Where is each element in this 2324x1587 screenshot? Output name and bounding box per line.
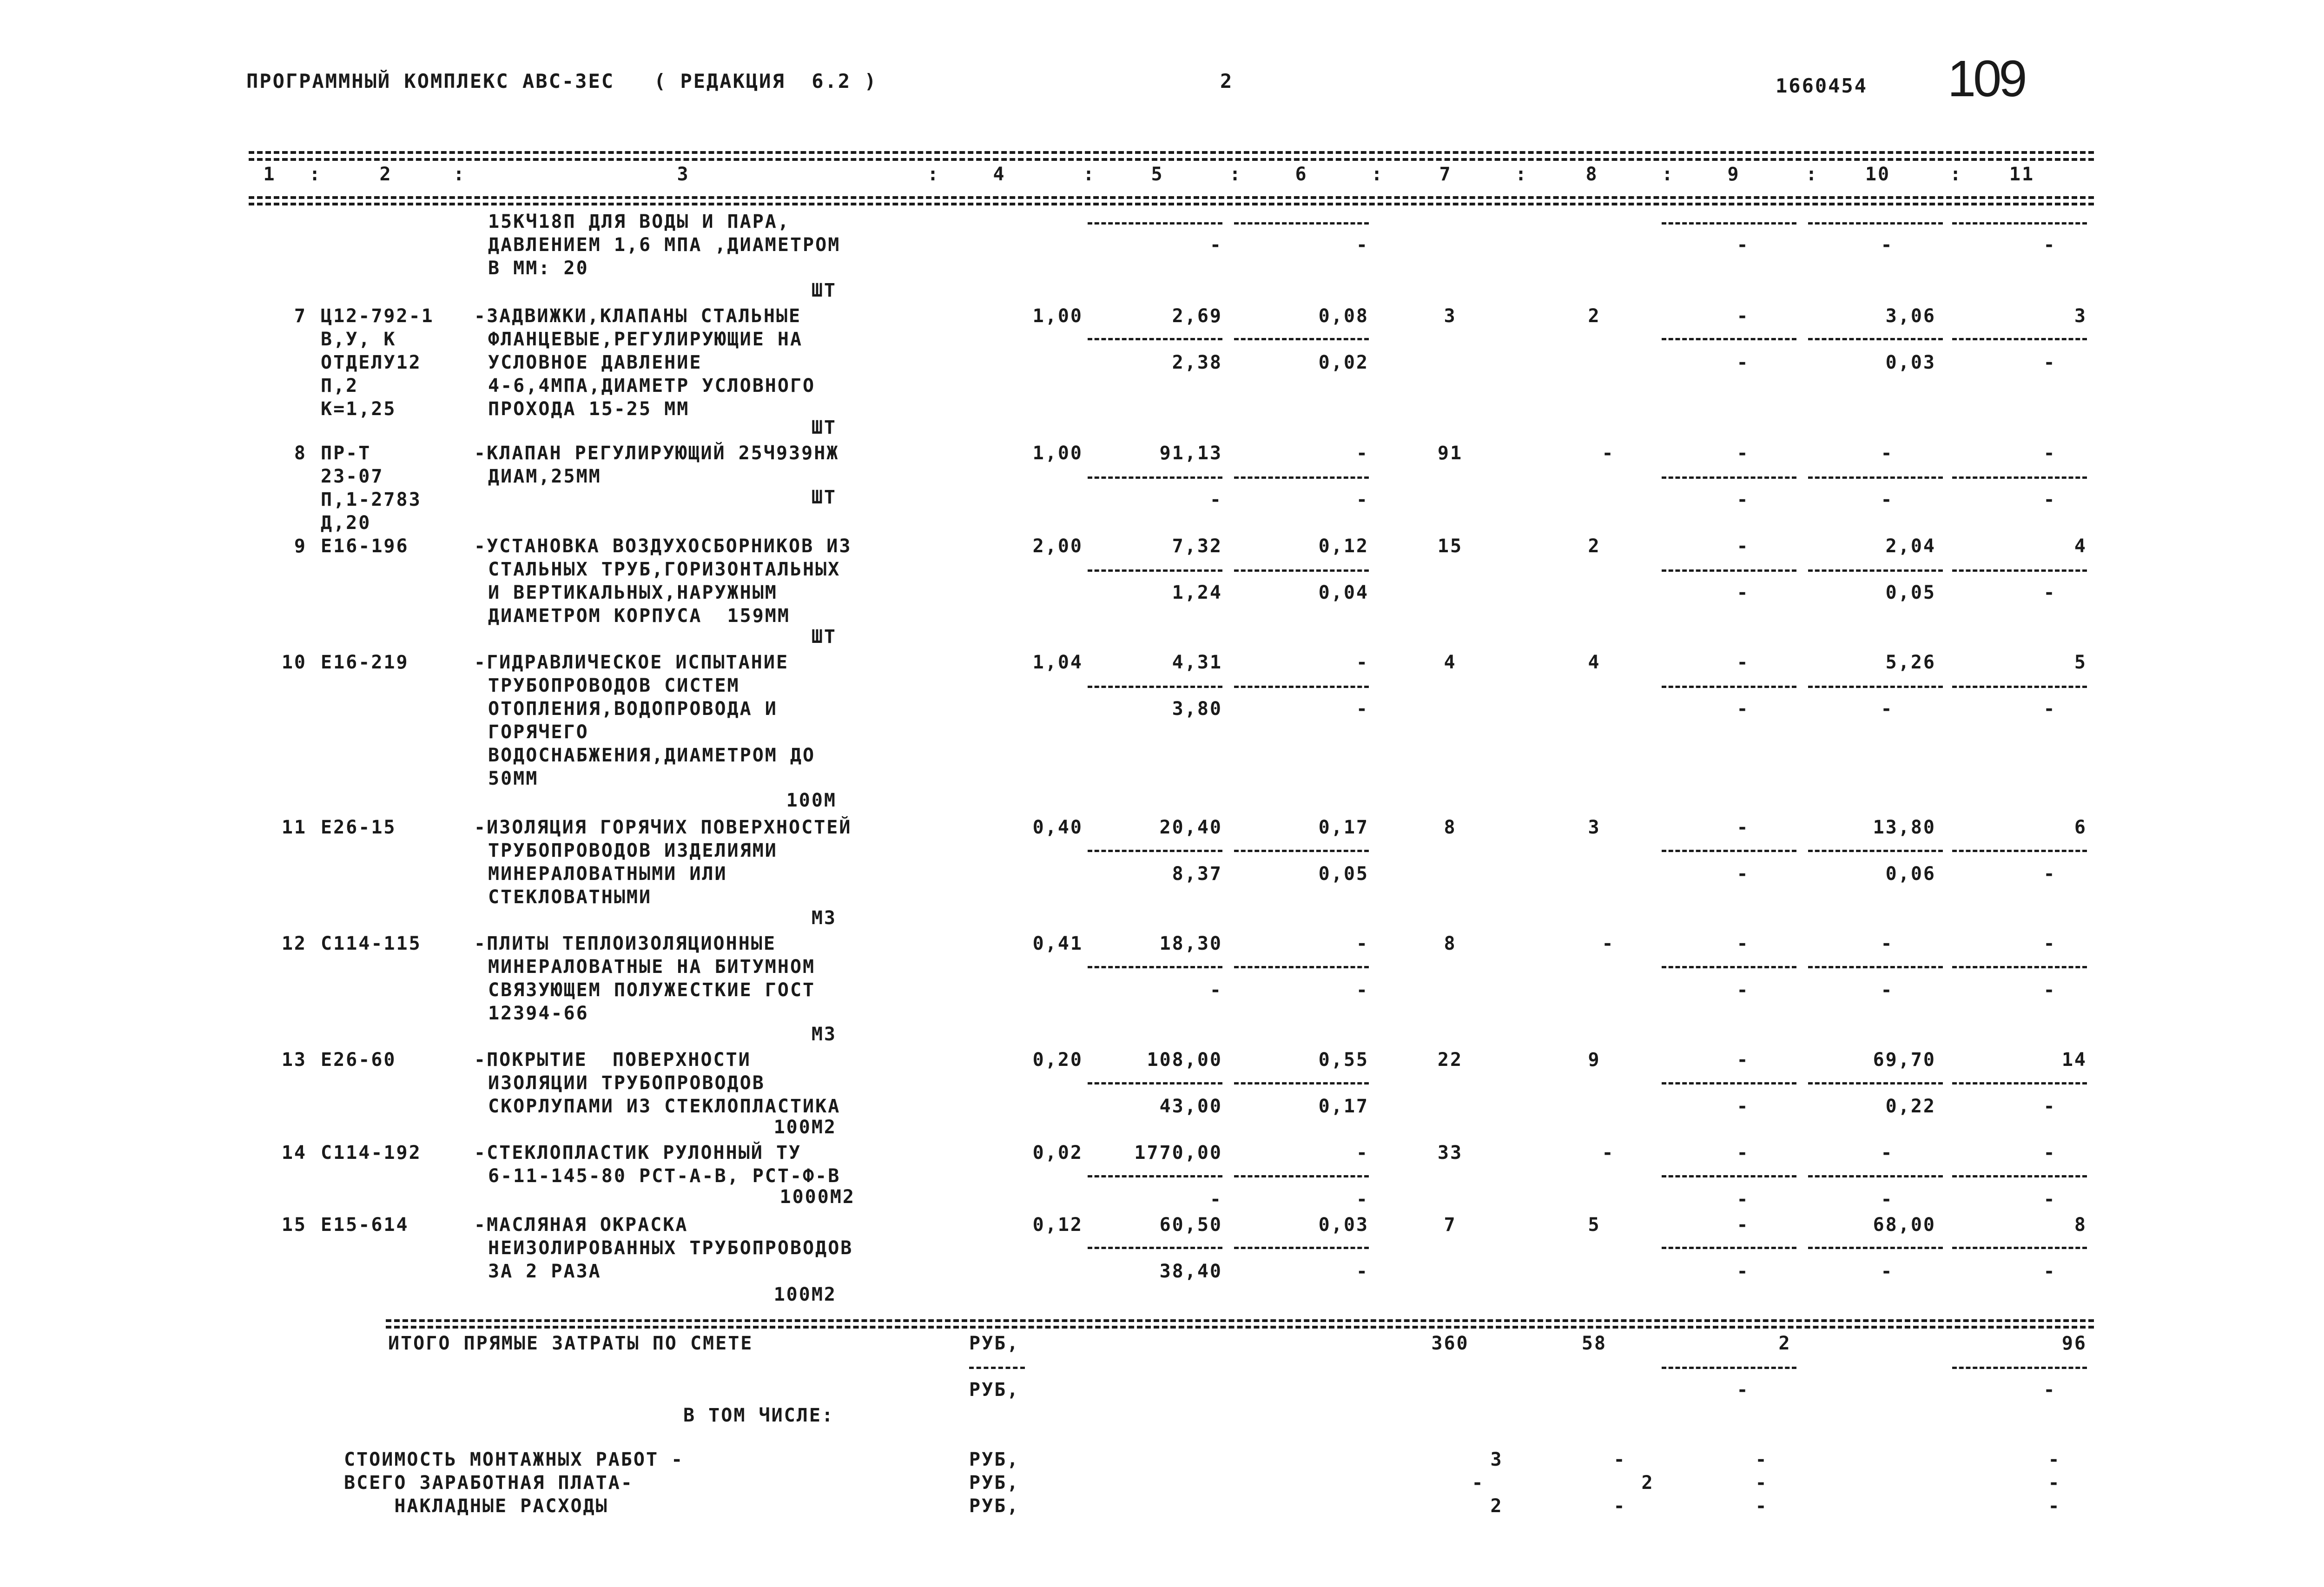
cell-c9b: -: [1736, 1096, 1750, 1117]
totals-rule: [386, 1319, 2094, 1322]
row-unit: М3: [811, 907, 837, 929]
cell-c9: -: [1736, 817, 1750, 838]
row-description: ТРУБОПРОВОДОВ СИСТЕМ: [488, 675, 740, 696]
cell-c11: 8: [2074, 1214, 2087, 1236]
row-description: -СТЕКЛОПЛАСТИК РУЛОННЫЙ ТУ: [474, 1142, 802, 1164]
cell-c5: 20,40: [1159, 817, 1222, 838]
cell-c9b: -: [1736, 698, 1750, 720]
page-number: 2: [1220, 70, 1234, 93]
cell-qty: 0,40: [1032, 817, 1083, 838]
totals-currency: РУБ,: [969, 1379, 1020, 1401]
cell-c6b: -: [1356, 1189, 1369, 1210]
document-code: 1660454: [1776, 74, 1868, 97]
cell-c9: -: [1736, 1142, 1750, 1164]
row-unit: ШТ: [811, 487, 837, 508]
row-number: 7: [294, 305, 307, 327]
cell-c11b: -: [2043, 489, 2056, 510]
cell-c10b: 0,06: [1885, 863, 1936, 885]
row-description: -ИЗОЛЯЦИЯ ГОРЯЧИХ ПОВЕРХНОСТЕЙ: [474, 817, 852, 838]
row-description: -ПЛИТЫ ТЕПЛОИЗОЛЯЦИОННЫЕ: [474, 933, 776, 954]
row-number: 10: [281, 652, 307, 673]
row-unit: ШТ: [811, 626, 837, 648]
cell-c6b: -: [1356, 698, 1369, 720]
totals-item-c7: -: [1472, 1472, 1485, 1494]
cell-c7: 33: [1437, 1142, 1463, 1164]
totals-item-label: СТОИМОСТЬ МОНТАЖНЫХ РАБОТ -: [344, 1449, 684, 1470]
column-number: 5: [1151, 164, 1164, 185]
cell-c10b: -: [1881, 1261, 1894, 1282]
cell-c9b: -: [1736, 979, 1750, 1001]
totals-item-label: ВСЕГО ЗАРАБОТНАЯ ПЛАТА-: [344, 1472, 634, 1494]
row-description: ЗА 2 РАЗА: [488, 1261, 601, 1282]
totals-item-c8: -: [1613, 1449, 1626, 1470]
cell-c6: -: [1356, 933, 1369, 954]
row-code: В,У, К: [321, 329, 396, 350]
totals-item-c11: -: [2048, 1472, 2061, 1494]
row-description: МИНЕРАЛОВАТНЫЕ НА БИТУМНОМ: [488, 956, 816, 978]
cell-c11: 5: [2074, 652, 2087, 673]
totals-item-c11: -: [2048, 1449, 2061, 1470]
cell-c5b: 8,37: [1172, 863, 1222, 885]
cell-c5b: -: [1209, 979, 1222, 1001]
totals-item-c9: -: [1755, 1472, 1768, 1494]
row-unit: ШТ: [811, 280, 837, 301]
cell-c5: 18,30: [1159, 933, 1222, 954]
cell-qty: 2,00: [1032, 536, 1083, 557]
header-rule-bottom: [249, 196, 2094, 199]
row-description: ВОДОСНАБЖЕНИЯ,ДИАМЕТРОМ ДО: [488, 745, 816, 766]
cell-c5b: 3,80: [1172, 698, 1222, 720]
row-unit: М3: [811, 1024, 837, 1045]
row-description: -КЛАПАН РЕГУЛИРУЮЩИЙ 25Ч939НЖ: [474, 443, 839, 464]
row-description: СТЕКЛОВАТНЫМИ: [488, 886, 652, 908]
row-description: 6-11-145-80 РСТ-А-В, РСТ-Ф-В: [488, 1165, 841, 1187]
handwritten-page-number: 109: [1948, 50, 2025, 107]
row-number: 14: [281, 1142, 307, 1164]
row-description: УСЛОВНОЕ ДАВЛЕНИЕ: [488, 352, 702, 373]
cell-c5b: -: [1209, 489, 1222, 510]
cell-c9b: -: [1736, 1261, 1750, 1282]
row-description: -ПОКРЫТИЕ ПОВЕРХНОСТИ: [474, 1049, 751, 1071]
cell-c8: 2: [1588, 536, 1601, 557]
row-description: И ВЕРТИКАЛЬНЫХ,НАРУЖНЫМ: [488, 582, 778, 603]
cell-c6b: -: [1356, 489, 1369, 510]
cell-c9b: -: [1736, 234, 1750, 256]
cell-c10: 3,06: [1885, 305, 1936, 327]
cell-c7: 8: [1444, 933, 1457, 954]
cell-c7: 91: [1437, 443, 1463, 464]
row-description: ОТОПЛЕНИЯ,ВОДОПРОВОДА И: [488, 698, 778, 720]
column-number: 7: [1439, 164, 1452, 185]
row-code: Е15-614: [321, 1214, 409, 1236]
cell-c9: -: [1736, 305, 1750, 327]
cell-c5b: 38,40: [1159, 1261, 1222, 1282]
row-number: 12: [281, 933, 307, 954]
cell-c9: -: [1736, 443, 1750, 464]
row-description: ИЗОЛЯЦИИ ТРУБОПРОВОДОВ: [488, 1072, 765, 1094]
cell-c8: 9: [1588, 1049, 1601, 1071]
cell-c11: 6: [2074, 817, 2087, 838]
row-number: 11: [281, 817, 307, 838]
cell-c11b: -: [2043, 1096, 2056, 1117]
cell-c10: -: [1881, 443, 1894, 464]
header-rule-bottom-2: [249, 203, 2094, 205]
cell-c5: 60,50: [1159, 1214, 1222, 1236]
row-description: ДИАМ,25ММ: [488, 466, 601, 487]
cell-qty: 0,20: [1032, 1049, 1083, 1071]
cell-c10b: 0,22: [1885, 1096, 1936, 1117]
cell-c8: -: [1602, 1142, 1615, 1164]
row-code: С114-192: [321, 1142, 422, 1164]
totals-c9b: -: [1736, 1379, 1750, 1401]
cell-c8: -: [1602, 443, 1615, 464]
row-code: Е16-196: [321, 536, 409, 557]
row-unit: 100М: [786, 790, 837, 811]
row-code: П,2: [321, 375, 359, 397]
cell-qty: 0,12: [1032, 1214, 1083, 1236]
row-unit: 100М2: [773, 1284, 837, 1305]
cell-c9b: -: [1736, 489, 1750, 510]
row-description: ФЛАНЦЕВЫЕ,РЕГУЛИРУЮЩИЕ НА: [488, 329, 803, 350]
cell-c6b: -: [1356, 234, 1369, 256]
cell-c5b: 1,24: [1172, 582, 1222, 603]
totals-item-c11: -: [2048, 1495, 2061, 1517]
row-code: Е26-15: [321, 817, 396, 838]
cell-c10: 5,26: [1885, 652, 1936, 673]
cell-c9b: -: [1736, 1189, 1750, 1210]
column-number: 6: [1295, 164, 1308, 185]
cell-c11: -: [2043, 933, 2056, 954]
totals-c7: 360: [1431, 1333, 1469, 1354]
totals-item-c7: 2: [1490, 1495, 1503, 1517]
cell-qty: 1,00: [1032, 305, 1083, 327]
cell-c5b: -: [1209, 1189, 1222, 1210]
cell-c11b: -: [2043, 352, 2056, 373]
row-code: ОТДЕЛУ12: [321, 352, 422, 373]
cell-c11b: -: [2043, 582, 2056, 603]
row-description: ГОРЯЧЕГО: [488, 721, 589, 743]
cell-c11b: -: [2043, 234, 2056, 256]
cell-c7: 8: [1444, 817, 1457, 838]
totals-item-currency: РУБ,: [969, 1449, 1020, 1470]
column-number: 3: [677, 164, 690, 185]
cell-c6b: 0,02: [1318, 352, 1369, 373]
cell-c10b: 0,03: [1885, 352, 1936, 373]
column-number: 9: [1727, 164, 1740, 185]
row-code: С114-115: [321, 933, 422, 954]
cell-qty: 0,02: [1032, 1142, 1083, 1164]
column-number: 2: [379, 164, 392, 185]
cell-c6b: -: [1356, 979, 1369, 1001]
row-number: 13: [281, 1049, 307, 1071]
cell-c10b: -: [1881, 489, 1894, 510]
cell-c8: 2: [1588, 305, 1601, 327]
row-unit: 1000М2: [779, 1186, 855, 1208]
cell-c10: 69,70: [1873, 1049, 1936, 1071]
totals-item-c9: -: [1755, 1495, 1768, 1517]
including-heading: В ТОМ ЧИСЛЕ:: [683, 1405, 834, 1426]
totals-c11b: -: [2043, 1379, 2056, 1401]
cell-c10b: -: [1881, 234, 1894, 256]
row-description: МИНЕРАЛОВАТНЫМИ ИЛИ: [488, 863, 727, 885]
cell-c7: 4: [1444, 652, 1457, 673]
cell-c11b: -: [2043, 979, 2056, 1001]
column-number: 10: [1865, 164, 1891, 185]
row-code: ПР-Т: [321, 443, 371, 464]
cell-c5: 2,69: [1172, 305, 1222, 327]
totals-c9: 2: [1778, 1333, 1791, 1354]
cell-c9b: -: [1736, 352, 1750, 373]
totals-item-c7: 3: [1490, 1449, 1503, 1470]
cell-c6: -: [1356, 652, 1369, 673]
row-description: -ЗАДВИЖКИ,КЛАПАНЫ СТАЛЬНЫЕ: [474, 305, 802, 327]
row-code: Е16-219: [321, 652, 409, 673]
cell-c9: -: [1736, 1049, 1750, 1071]
row-description: 12394-66: [488, 1003, 589, 1024]
cell-qty: 0,41: [1032, 933, 1083, 954]
cell-c11b: -: [2043, 1189, 2056, 1210]
cell-qty: 1,04: [1032, 652, 1083, 673]
cell-c10: -: [1881, 933, 1894, 954]
cell-c9: -: [1736, 652, 1750, 673]
row-code: Д,20: [321, 512, 371, 534]
cell-c6: -: [1356, 443, 1369, 464]
row-description: ТРУБОПРОВОДОВ ИЗДЕЛИЯМИ: [488, 840, 778, 861]
totals-item-c9: -: [1755, 1449, 1768, 1470]
cell-c5b: 2,38: [1172, 352, 1222, 373]
cell-c10: 68,00: [1873, 1214, 1936, 1236]
cell-c9b: -: [1736, 582, 1750, 603]
totals-label: ИТОГО ПРЯМЫЕ ЗАТРАТЫ ПО СМЕТЕ: [388, 1333, 753, 1354]
row-code: Ц12-792-1: [321, 305, 434, 327]
cell-c8: 5: [1588, 1214, 1601, 1236]
cell-c6: 0,03: [1318, 1214, 1369, 1236]
cell-c8: 4: [1588, 652, 1601, 673]
column-number: 1: [263, 164, 276, 185]
cell-c5b: 43,00: [1159, 1096, 1222, 1117]
row-description: -МАСЛЯНАЯ ОКРАСКА: [474, 1214, 688, 1236]
cell-c11: 4: [2074, 536, 2087, 557]
cell-c6b: 0,04: [1318, 582, 1369, 603]
cell-c6b: 0,17: [1318, 1096, 1369, 1117]
cell-c5: 7,32: [1172, 536, 1222, 557]
totals-item-label: НАКЛАДНЫЕ РАСХОДЫ: [344, 1495, 608, 1517]
cell-c7: 15: [1437, 536, 1463, 557]
row-description: 4-6,4МПА,ДИАМЕТР УСЛОВНОГО: [488, 375, 816, 397]
header-rule-top-2: [249, 158, 2094, 161]
cell-c10b: -: [1881, 698, 1894, 720]
cell-c11: 3: [2074, 305, 2087, 327]
cell-c8: -: [1602, 933, 1615, 954]
totals-item-currency: РУБ,: [969, 1472, 1020, 1494]
cell-c11b: -: [2043, 698, 2056, 720]
column-number: 4: [993, 164, 1006, 185]
cell-c6: 0,17: [1318, 817, 1369, 838]
cell-c6: 0,12: [1318, 536, 1369, 557]
row-description: СКОРЛУПАМИ ИЗ СТЕКЛОПЛАСТИКА: [488, 1096, 841, 1117]
totals-c11: 96: [2061, 1333, 2087, 1354]
cell-c5b: -: [1209, 234, 1222, 256]
cell-c11b: -: [2043, 1261, 2056, 1282]
cell-c5: 108,00: [1147, 1049, 1222, 1071]
cell-c9: -: [1736, 1214, 1750, 1236]
cell-c5: 4,31: [1172, 652, 1222, 673]
program-title: ПРОГРАММНЫЙ КОМПЛЕКС АВС-3ЕС ( РЕДАКЦИЯ 6.2 ): [246, 70, 878, 93]
row-description: -УСТАНОВКА ВОЗДУХОСБОРНИКОВ ИЗ: [474, 536, 852, 557]
row-description: 50ММ: [488, 768, 539, 789]
row-description: СВЯЗУЮЩЕМ ПОЛУЖЕСТКИЕ ГОСТ: [488, 979, 816, 1001]
cell-c11: 14: [2061, 1049, 2087, 1071]
column-number: 11: [2009, 164, 2035, 185]
cell-c10b: -: [1881, 1189, 1894, 1210]
cell-c6b: 0,05: [1318, 863, 1369, 885]
totals-rule-2: [386, 1326, 2094, 1329]
cell-c8: 3: [1588, 817, 1601, 838]
cell-c10b: -: [1881, 979, 1894, 1001]
totals-item-currency: РУБ,: [969, 1495, 1020, 1517]
cell-c10b: 0,05: [1885, 582, 1936, 603]
totals-item-c8: -: [1613, 1495, 1626, 1517]
cell-c9b: -: [1736, 863, 1750, 885]
row-code: П,1-2783: [321, 489, 422, 510]
row-unit: 100М2: [773, 1117, 837, 1138]
cell-c5: 91,13: [1159, 443, 1222, 464]
cell-c10: 2,04: [1885, 536, 1936, 557]
row-description: НЕИЗОЛИРОВАННЫХ ТРУБОПРОВОДОВ: [488, 1237, 853, 1259]
cell-c6: 0,55: [1318, 1049, 1369, 1071]
cell-c6: -: [1356, 1142, 1369, 1164]
cell-c9: -: [1736, 933, 1750, 954]
row-number: 9: [294, 536, 307, 557]
cell-c9: -: [1736, 536, 1750, 557]
cell-c11b: -: [2043, 863, 2056, 885]
totals-c8: 58: [1581, 1333, 1607, 1354]
cell-c10: 13,80: [1873, 817, 1936, 838]
totals-currency: РУБ,: [969, 1333, 1020, 1354]
row-description: -ГИДРАВЛИЧЕСКОЕ ИСПЫТАНИЕ: [474, 652, 789, 673]
row-description: В ММ: 20: [488, 258, 589, 279]
row-description: ПРОХОДА 15-25 ММ: [488, 398, 690, 420]
cell-c11: -: [2043, 1142, 2056, 1164]
row-code: 23-07: [321, 466, 384, 487]
cell-c6: 0,08: [1318, 305, 1369, 327]
row-code: К=1,25: [321, 398, 396, 420]
column-number: 8: [1585, 164, 1598, 185]
cell-c5: 1770,00: [1134, 1142, 1222, 1164]
cell-c6b: -: [1356, 1261, 1369, 1282]
row-code: Е26-60: [321, 1049, 396, 1071]
cell-c7: 7: [1444, 1214, 1457, 1236]
row-description: 15КЧ18П ДЛЯ ВОДЫ И ПАРА,: [488, 211, 790, 232]
totals-item-c8: 2: [1641, 1472, 1654, 1494]
row-unit: ШТ: [811, 417, 837, 438]
row-number: 8: [294, 443, 307, 464]
header-rule-top: [249, 151, 2094, 154]
row-number: 15: [281, 1214, 307, 1236]
cell-c11: -: [2043, 443, 2056, 464]
cell-c7: 3: [1444, 305, 1457, 327]
row-description: ДИАМЕТРОМ КОРПУСА 159ММ: [488, 605, 790, 627]
cell-c7: 22: [1437, 1049, 1463, 1071]
cell-qty: 1,00: [1032, 443, 1083, 464]
cell-c10: -: [1881, 1142, 1894, 1164]
row-description: СТАЛЬНЫХ ТРУБ,ГОРИЗОНТАЛЬНЫХ: [488, 559, 841, 580]
row-description: ДАВЛЕНИЕМ 1,6 МПА ,ДИАМЕТРОМ: [488, 234, 841, 256]
